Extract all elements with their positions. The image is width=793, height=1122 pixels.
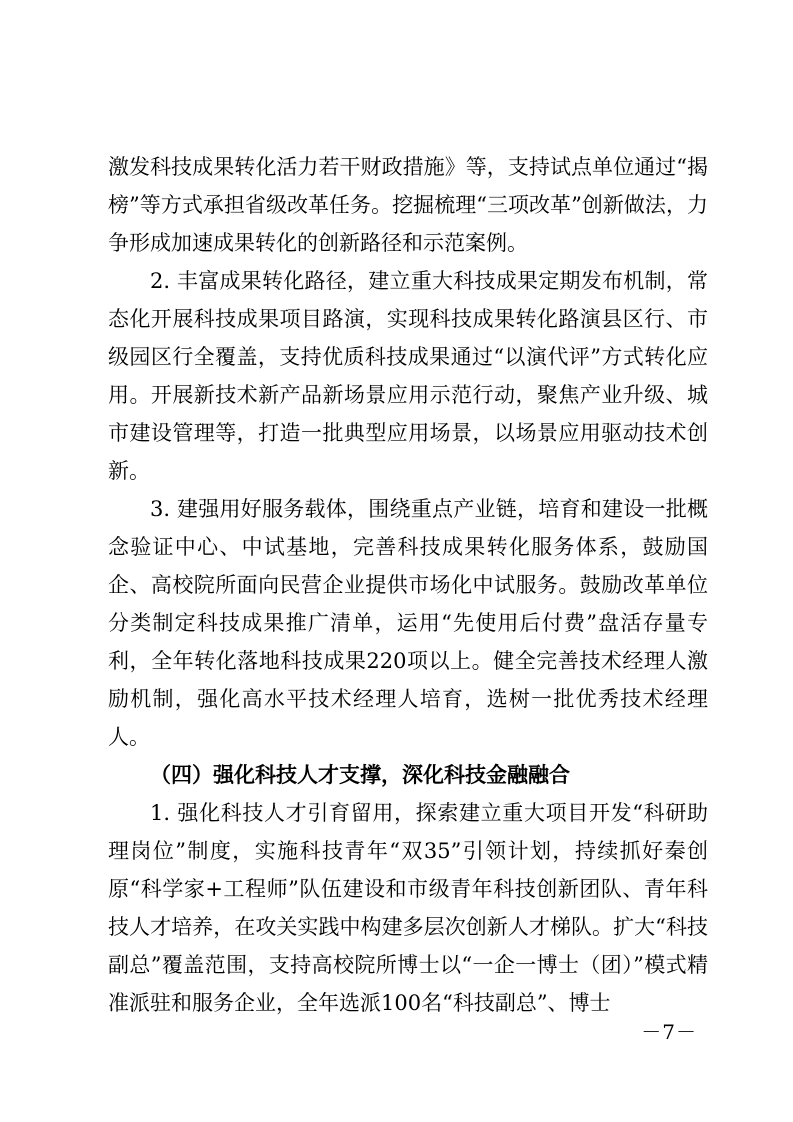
paragraph-continuation: 激发科技成果转化活力若干财政措施》等，支持试点单位通过“揭榜”等方式承担省级改革任务。挖掘梳理“三项改革”创新做法，力争形成加速成果转化的创新路径和示范案例。	[108, 155, 708, 255]
paragraph-item-3: 3. 建强用好服务载体，围绕重点产业链，培育和建设一批概念验证中心、中试基地，完善科技成果转化服务体系，鼓励国企、高校院所面向民营企业提供市场化中试服务。鼓励改革单位分类制定科技成果推广清单，运用“先使用后付费”盘活存量专利，全年转化落地科技成果220项以上。健全完善技术经理人激励机制，强化高水平技术经理人培育，选树一批优秀技术经理人。	[108, 497, 708, 749]
page-number: －7－	[641, 1020, 697, 1044]
paragraph-item-2: 2. 丰富成果转化路径，建立重大科技成果定期发布机制，常态化开展科技成果项目路演，实现科技成果转化路演县区行、市级园区行全覆盖，支持优质科技成果通过“以演代评”方式转化应用。开展新技术新产品新场景应用示范行动，聚焦产业升级、城市建设管理等，打造一批典型应用场景，以场景应用驱动技术创新。	[108, 269, 708, 483]
paragraph-item-1: 1. 强化科技人才引育留用，探索建立重大项目开发“科研助理岗位”制度，实施科技青年“双35”引领计划，持续抓好秦创原“科学家+工程师”队伍建设和市级青年科技创新团队、青年科技人才培养，在攻关实践中构建多层次创新人才梯队。扩大“科技副总”覆盖范围，支持高校院所博士以“一企一博士（团）”模式精准派驻和服务企业，全年选派100名“科技副总”、博士	[108, 801, 708, 1015]
section-heading: （四）强化科技人才支撑，深化科技金融融合	[150, 763, 570, 787]
document-body	[108, 148, 708, 1022]
